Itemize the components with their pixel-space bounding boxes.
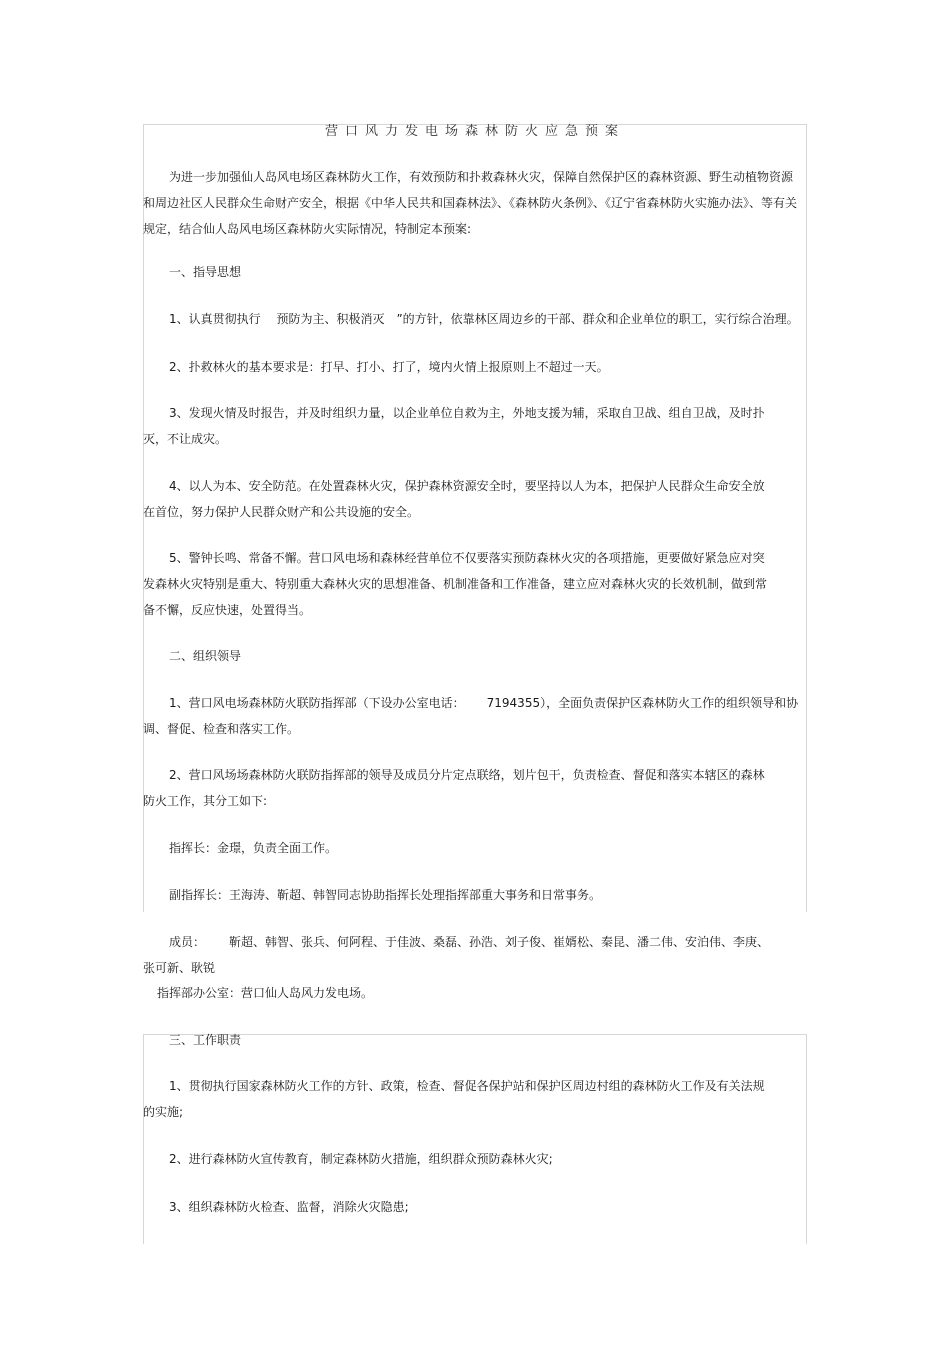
section2-item-1 bbox=[143, 690, 803, 742]
section2-item-1-rest: ，全面负责保护区森林防火工作的组织领导和协调、督促、检查和落实工作。 bbox=[143, 696, 799, 736]
document-title: 营口风力发电场森林防火应急预案 bbox=[324, 124, 625, 139]
section1-heading: 一、指导思想 bbox=[169, 265, 242, 279]
section2-item-2: 2、营口风场场森林防火联防指挥部的领导及成员分片定点联络，划片包干，负责检查、督促和落实本辖区的森林防火工作，其分工如下: bbox=[143, 768, 765, 808]
section3-item-2: 2、进行森林防火宣传教育，制定森林防火措施，组织群众预防森林火灾; bbox=[169, 1152, 553, 1166]
deputy-commander-line: 副指挥长：王海涛、靳超、韩智同志协助指挥长处理指挥部重大事务和日常事务。 bbox=[169, 888, 602, 902]
members-label: 成员： bbox=[169, 935, 206, 949]
section1-item-2: 2、扑救林火的基本要求是：打早、打小、打了，境内火情上报原则上不超过一天。 bbox=[169, 360, 609, 374]
office-line: 指挥部办公室：营口仙人岛风力发电场。 bbox=[157, 986, 374, 1000]
section3-item-1: 1、贯彻执行国家森林防火工作的方针、政策，检查、督促各保护站和保护区周边村组的森林防火工作及有关法规的实施; bbox=[143, 1079, 765, 1119]
intro-paragraph: 为进一步加强仙人岛风电场区森林防火工作，有效预防和扑救森林火灾，保障自然保护区的森林资源、野生动植物资源和周边社区人民群众生命财产安全，根据《中华人民共和国森林法》、《森林防火条例》、《辽宁省森林防火实施办法》、等有关规定，结合仙人岛风电场区森林防火实际情况，特制定本预案: bbox=[143, 170, 798, 236]
section3-item-3: 3、组织森林防火检查、监督，消除火灾隐患; bbox=[169, 1200, 409, 1214]
section1-item-5: 5、警钟长鸣、常备不懈。营口风电场和森林经营单位不仅要落实预防森林火灾的各项措施，更要做好紧急应对突发森林火灾特别是重大、特别重大森林火灾的思想准备、机制准备和工作准备，建立应对森林火灾的长效机制，做到常备不懈，反应快速，处置得当。 bbox=[143, 551, 768, 617]
commander-line: 指挥长：金璟，负责全面工作。 bbox=[169, 841, 338, 855]
members-paragraph bbox=[143, 929, 779, 981]
members-list: 靳超、韩智、张兵、何阿程、于佳波、桑磊、孙浩、刘子俊、崔婿松、秦昆、潘二伟、安泊伟、李庚、张可新、耿锐 bbox=[143, 935, 770, 975]
section1-item-1: 1、认真贯彻执行 预防为主、积极消灭 ”的方针，依靠林区周边乡的干部、群众和企业单位的职工，实行综合治理。 bbox=[169, 312, 799, 326]
section2-heading: 二、组织领导 bbox=[169, 649, 242, 663]
section3-heading: 三、工作职责 bbox=[169, 1033, 242, 1047]
section1-item-3: 3、发现火情及时报告，并及时组织力量，以企业单位自救为主，外地支援为辅，采取自卫战、组自卫战，及时扑灭，不让成灾。 bbox=[143, 406, 765, 446]
section1-item-4: 4、以人为本、安全防范。在处置森林火灾，保护森林资源安全时，要坚持以人为本，把保护人民群众生命安全放在首位，努力保护人民群众财产和公共设施的安全。 bbox=[143, 479, 765, 519]
section2-item-1-text: 1、营口风电场森林防火联防指挥部（下设办公室电话： bbox=[169, 696, 465, 710]
office-phone: 7194355） bbox=[486, 696, 547, 710]
